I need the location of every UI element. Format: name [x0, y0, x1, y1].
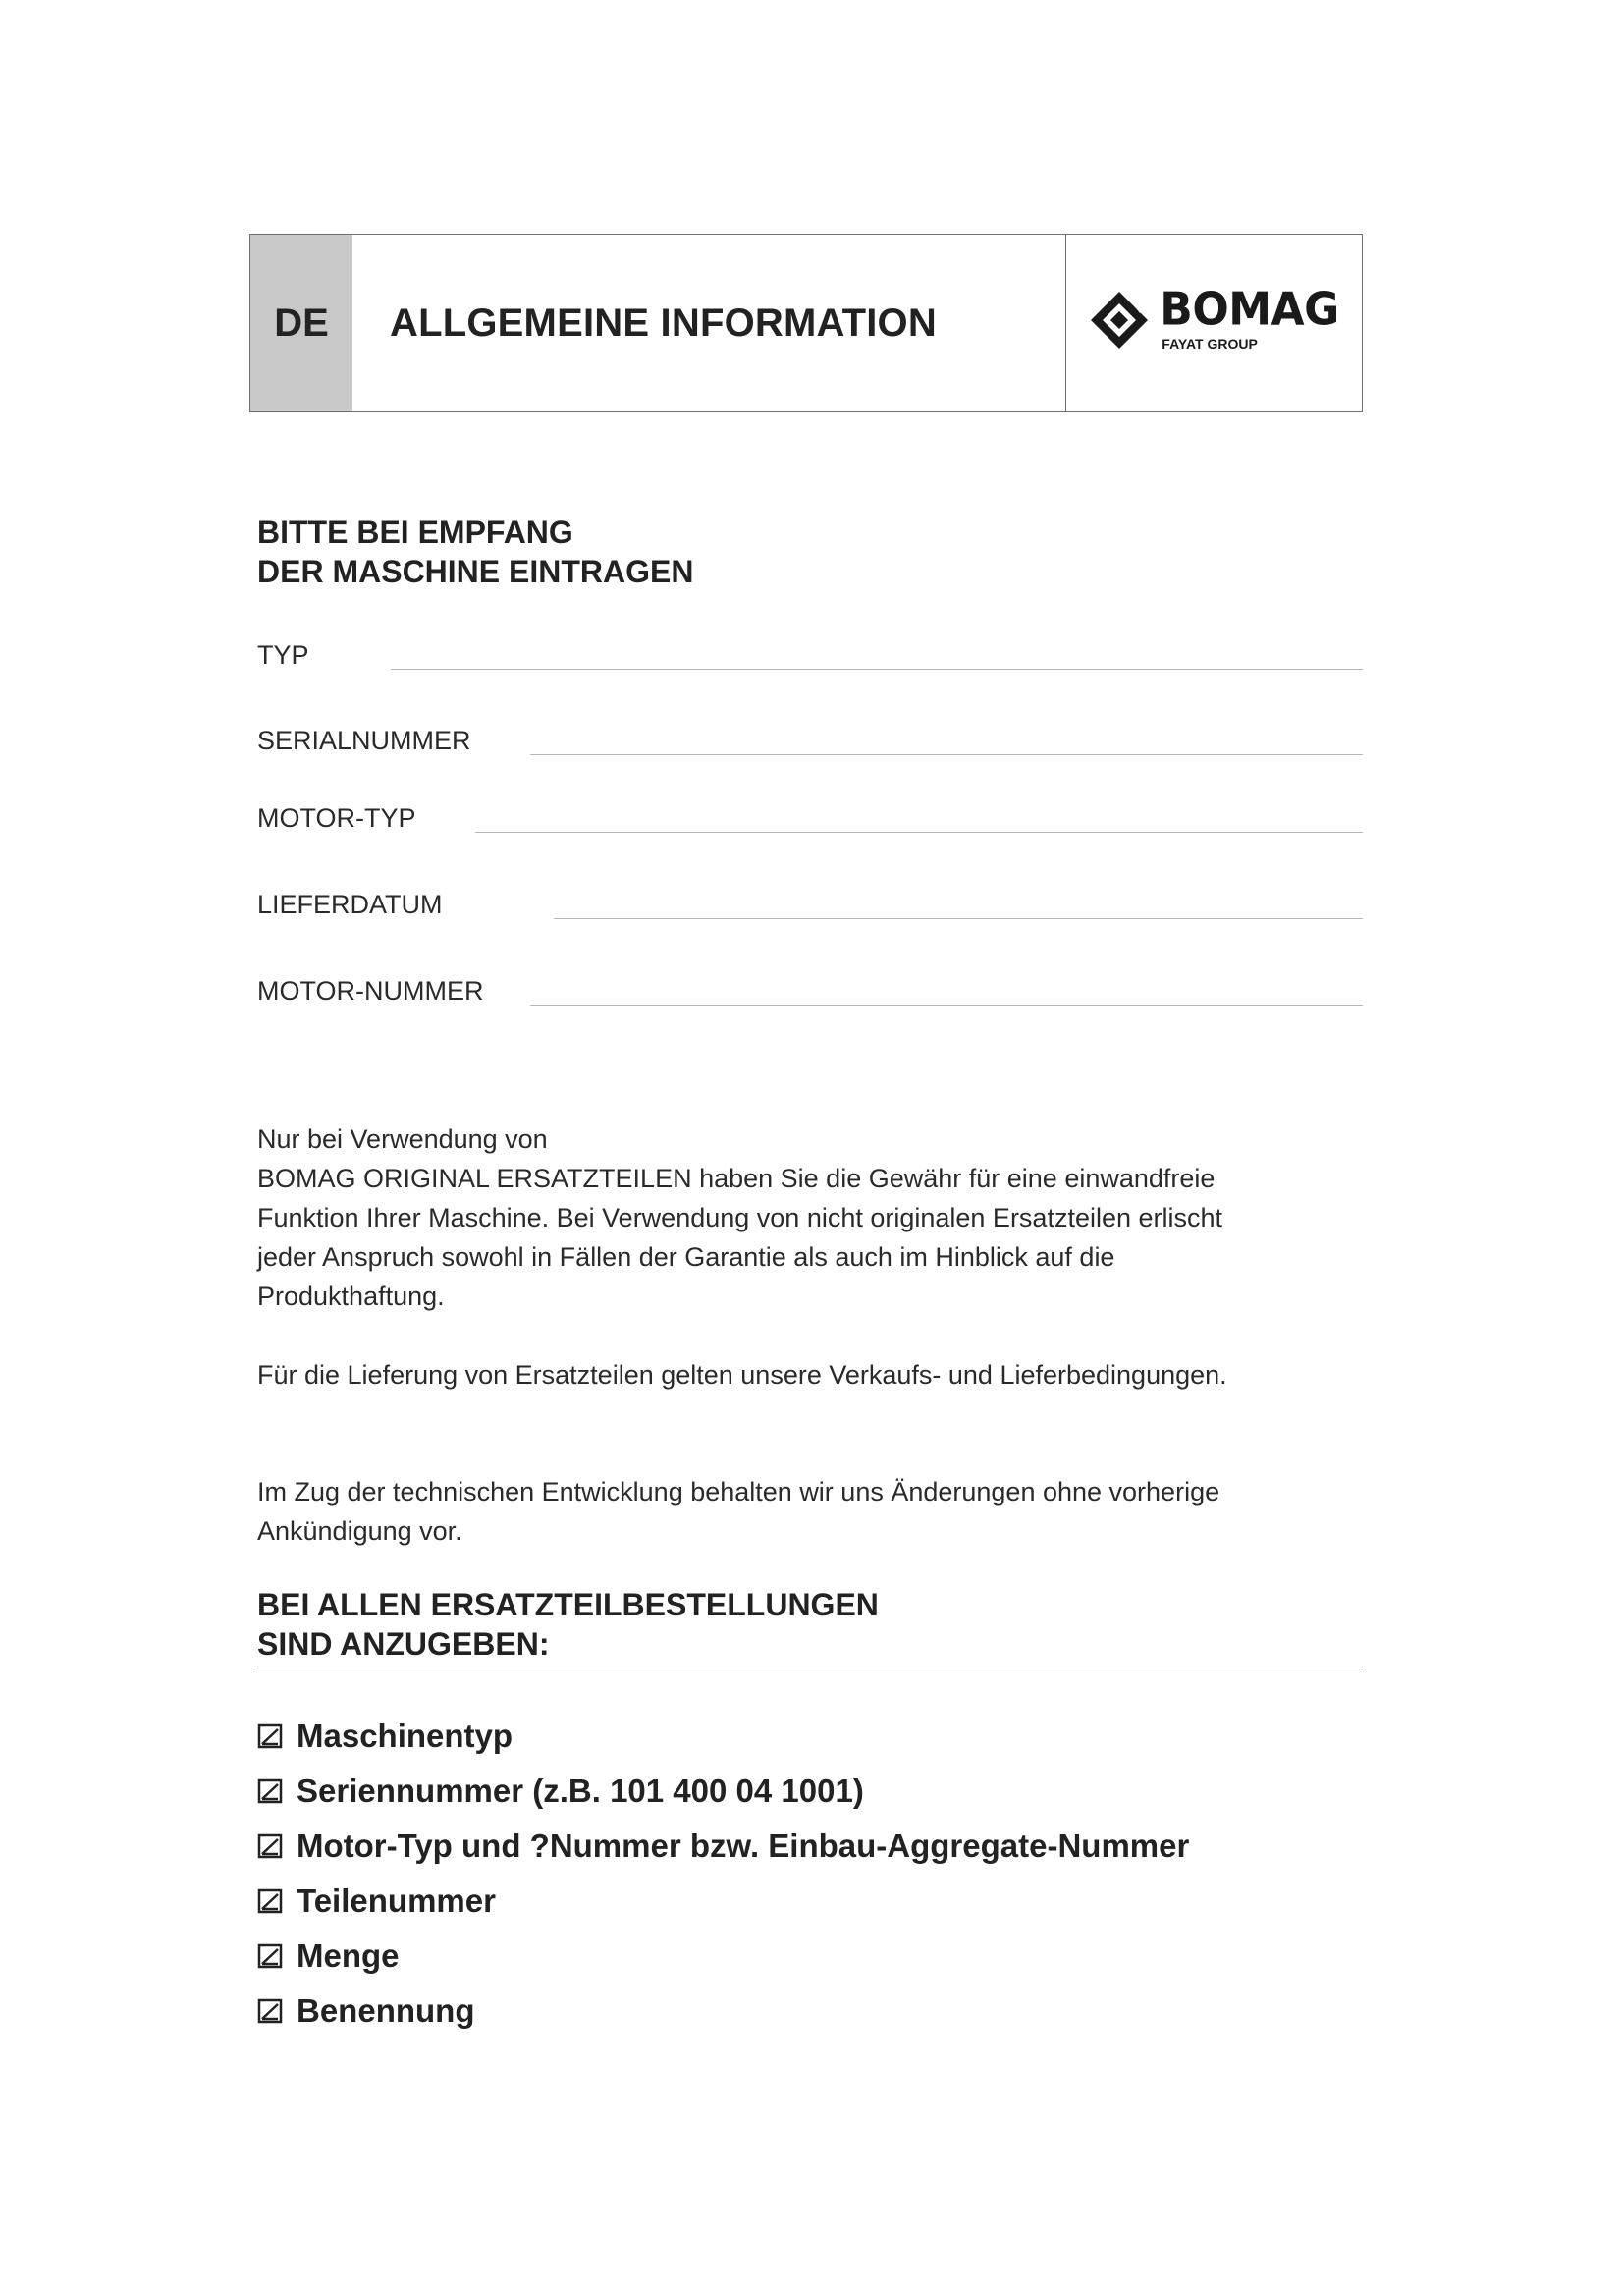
- list-item: [257, 1709, 1189, 1764]
- checked-box-icon: [257, 1888, 283, 1914]
- logo-subtitle: FAYAT GROUP: [1162, 336, 1258, 352]
- field-label-motor-nummer: MOTOR-NUMMER: [257, 976, 484, 1006]
- list-item: [257, 1874, 1189, 1929]
- checked-box-icon: [257, 1943, 283, 1969]
- field-label-motor-typ: MOTOR-TYP: [257, 803, 416, 833]
- list-item: [257, 1929, 1189, 1984]
- ordering-heading-line-1: BEI ALLEN ERSATZTEILBESTELLUNGEN: [257, 1587, 879, 1622]
- ordering-checklist: [257, 1709, 1189, 2039]
- notice-line: Für die Lieferung von Ersatzteilen gelten unsere Verkaufs- und Lieferbedingungen.: [257, 1360, 1227, 1390]
- notice-line: Funktion Ihrer Maschine. Bei Verwendung von nicht originalen Ersatzteilen erlischt: [257, 1203, 1223, 1232]
- serialnummer-field[interactable]: [530, 727, 1363, 755]
- registration-heading-line-1: BITTE BEI EMPFANG: [257, 515, 573, 550]
- original-parts-notice: [257, 1120, 1357, 1316]
- registration-heading-line-2: DER MASCHINE EINTRAGEN: [257, 554, 694, 589]
- typ-field[interactable]: [391, 641, 1363, 670]
- list-item: [257, 1984, 1189, 2039]
- logo-wordmark: BOMAG: [1160, 283, 1339, 337]
- field-row-serialnummer: [257, 716, 1363, 755]
- logo-area: [1065, 235, 1362, 411]
- list-item: [257, 1819, 1189, 1874]
- bomag-logo-mark-icon: [1089, 290, 1150, 351]
- header-box: [249, 234, 1363, 412]
- checklist-label: Benennung: [297, 1993, 475, 2029]
- notice-line: Ankündigung vor.: [257, 1516, 462, 1546]
- notice-line: Nur bei Verwendung von: [257, 1124, 548, 1154]
- field-label-serialnummer: SERIALNUMMER: [257, 726, 471, 755]
- notice-line: BOMAG ORIGINAL ERSATZTEILEN haben Sie die Gewähr für eine einwandfreie: [257, 1164, 1216, 1193]
- field-row-motor-nummer: [257, 966, 1363, 1006]
- field-row-typ: [257, 630, 1363, 670]
- registration-heading: [257, 513, 693, 591]
- field-row-motor-typ: [257, 793, 1363, 833]
- page-title: ALLGEMEINE INFORMATION: [390, 301, 937, 345]
- ordering-heading: [257, 1585, 879, 1664]
- checked-box-icon: [257, 1833, 283, 1859]
- language-code: DE: [250, 235, 352, 411]
- checked-box-icon: [257, 1723, 283, 1749]
- checked-box-icon: [257, 1778, 283, 1804]
- ordering-heading-line-2: SIND ANZUGEBEN:: [257, 1626, 550, 1662]
- list-item: [257, 1764, 1189, 1819]
- field-label-lieferdatum: LIEFERDATUM: [257, 890, 443, 919]
- checklist-label: Maschinentyp: [297, 1718, 514, 1754]
- field-row-lieferdatum: [257, 880, 1363, 919]
- delivery-terms-notice: [257, 1355, 1357, 1394]
- field-label-typ: TYP: [257, 640, 309, 670]
- checklist-label: Menge: [297, 1938, 400, 1974]
- motor-typ-field[interactable]: [475, 804, 1363, 833]
- notice-line: Produkthaftung.: [257, 1282, 445, 1311]
- checked-box-icon: [257, 1998, 283, 2024]
- checklist-label: Teilenummer: [297, 1883, 496, 1919]
- changes-notice: [257, 1472, 1357, 1551]
- lieferdatum-field[interactable]: [554, 891, 1363, 919]
- bomag-logo: [1089, 283, 1339, 352]
- notice-line: Im Zug der technischen Entwicklung behalten wir uns Änderungen ohne vorherige: [257, 1477, 1220, 1506]
- checklist-label: Seriennummer (z.B. 101 400 04 1001): [297, 1773, 864, 1809]
- motor-nummer-field[interactable]: [530, 977, 1363, 1006]
- checklist-label: Motor-Typ und ?Nummer bzw. Einbau-Aggregate-Nummer: [297, 1828, 1190, 1864]
- notice-line: jeder Anspruch sowohl in Fällen der Garantie als auch im Hinblick auf die: [257, 1242, 1115, 1272]
